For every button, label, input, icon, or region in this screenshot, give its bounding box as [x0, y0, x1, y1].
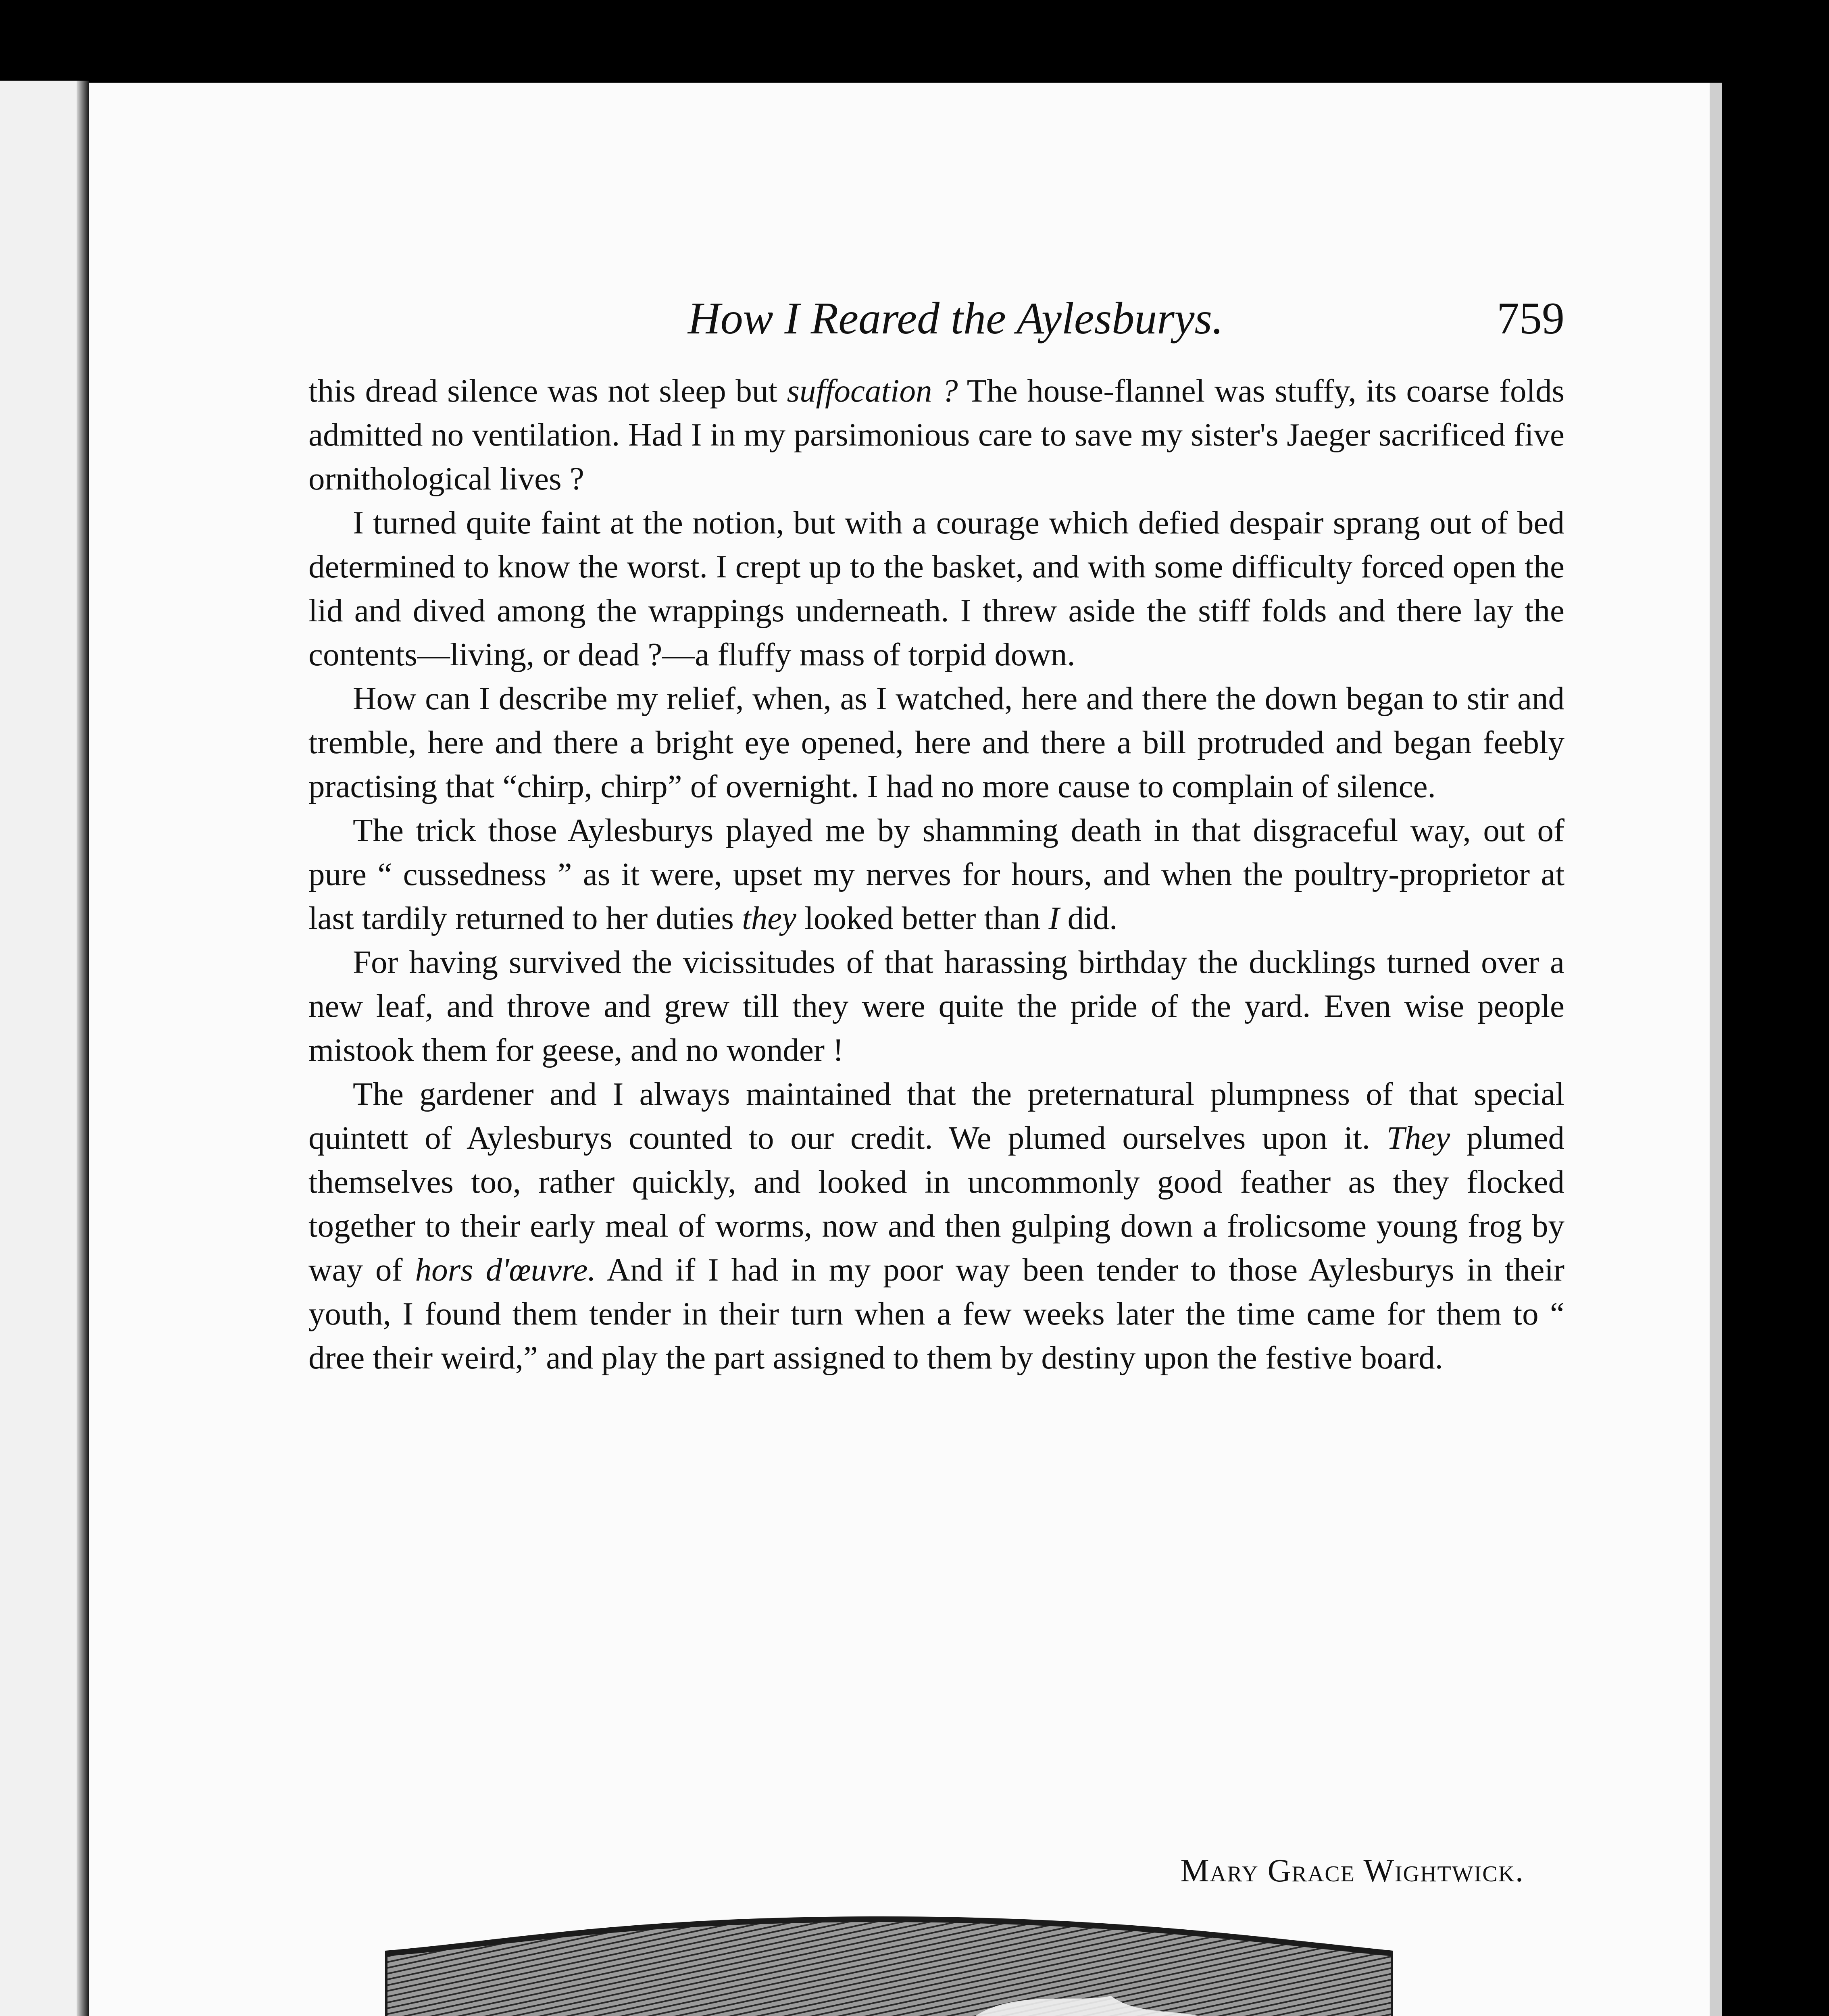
paragraph-4 — [308, 808, 1564, 940]
paragraph-4-text-c: looked better than — [796, 900, 1049, 936]
paragraph-4-text-a: The trick those Aylesburys played me by shamming death in that disgraceful way, out of pure “ cussedness ” as it were, upset my nerves for hours, and when the poultry-proprietor at last tardily returned to her duties — [308, 812, 1564, 936]
running-head — [89, 286, 1564, 351]
paragraph-3: How can I describe my relief, when, as I watched, here and there the down began to stir and tremble, here and there a bright eye opened, here and there a bill protruded and began feebly practising that “chirp, chirp” of overnight. I had no more cause to complain of silence. — [308, 680, 1564, 804]
paragraph-1-text-a: this dread silence was not sleep but — [308, 373, 787, 409]
paragraph-6-text-e: And if I had in my poor way been tender to those Aylesburys in their youth, I found them tender in their turn when a few weeks later the time came for them to “ dree their weird,” and play the part assigned to them by destiny upon the festive board. — [308, 1252, 1564, 1376]
paragraph-4-italic-they: they — [742, 900, 797, 936]
paragraph-4-text-e: did. — [1059, 900, 1118, 936]
article-body — [308, 369, 1564, 1380]
paragraph-1-italic: suffocation ? — [787, 373, 958, 409]
page-right-edge — [1710, 83, 1722, 2016]
paragraph-1-text-c: The house-flannel was stuffy, its coarse folds admitted no ventilation. Had I in my parsimonious care to save my sister's Jaeger sacrificed five ornithological lives ? — [308, 373, 1564, 497]
paragraph-6 — [308, 1072, 1564, 1380]
paragraph-5: For having survived the vicissitudes of that harassing birthday the ducklings turned over a new leaf, and throve and grew till they were quite the pride of the yard. Even wise people mistook them for geese, and no wonder ! — [308, 944, 1564, 1068]
paragraph-6-text-c: plumed themselves too, rather quickly, and looked in uncommonly good feather as they flocked together to their early meal of worms, now and then gulping down a frolicsome young frog by way of — [308, 1120, 1564, 1288]
paragraph-4-italic-i: I — [1048, 900, 1060, 936]
running-title: How I Reared the Aylesburys. — [687, 294, 1224, 344]
paragraph-6-italic-they: They — [1386, 1120, 1450, 1156]
page-number: 759 — [1497, 294, 1564, 344]
paragraph-2: I turned quite faint at the notion, but with a courage which defied despair sprang out of bed determined to know the worst. I crept up to the basket, and with some difficulty forced open the lid and dived among the wrappings underneath. I threw aside the stiff folds and there lay the contents—living, or dead ?—a fluffy mass of torpid down. — [308, 504, 1564, 673]
landscape-illustration — [385, 1915, 1393, 2016]
book-page — [89, 83, 1710, 2016]
paragraph-6-italic-hors-doeuvre: hors d'œuvre. — [415, 1252, 596, 1288]
paragraph-1 — [308, 369, 1564, 501]
landscape-engraving-image — [385, 1915, 1393, 2016]
previous-page-edge — [0, 81, 89, 2016]
author-signature: Mary Grace Wightwick. — [1180, 1853, 1524, 1889]
paragraph-6-text-a: The gardener and I always maintained that the preternatural plumpness of that special quintett of Aylesburys counted to our credit. We plumed ourselves upon it. — [308, 1076, 1564, 1156]
gutter-shadow — [77, 81, 89, 2016]
